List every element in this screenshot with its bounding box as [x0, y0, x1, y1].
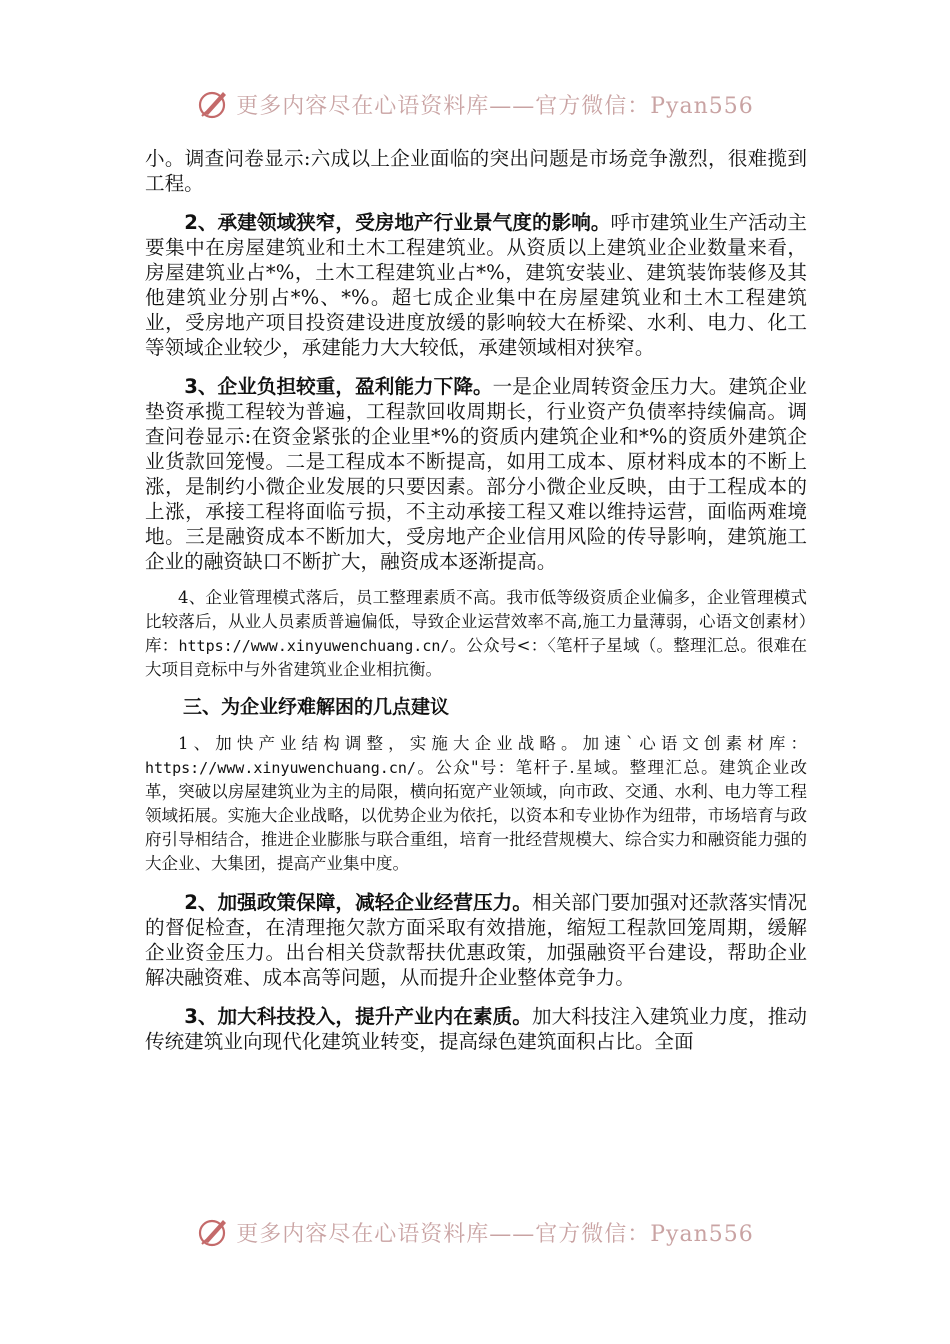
paragraph-tech-investment [145, 1004, 807, 1054]
watermark-banner-top [0, 84, 950, 124]
paragraph-policy-support [145, 890, 807, 990]
document-body [145, 146, 807, 1054]
website-link[interactable]: https://www.xinyuwenchuang.cn/ [145, 759, 416, 777]
section-title: 三、为企业纾难解困的几点建议 [183, 696, 450, 718]
paragraph-body: 相关部门要加强对还款落实情况的督促检查，在清理拖欠款方面采取有效措施，缩短工程款回笼周期，缓解企业资金压力。出台相关贷款帮扶优惠政策，加强融资平台建设，帮助企业解决融资难、成本高等问题，从而提升企业整体竞争力。 [145, 891, 808, 989]
paragraph-text: 1、加快产业结构调整，实施大企业战略。加速`心语文创素材库： [178, 734, 807, 753]
paragraph-text: 4、企业管理模式落后，员工整理素质不高。我市低等级资质企业偏多，企业管理模式比较落后，从业人员素质普遍偏低，导致企业运营效率不高,施工力量薄弱，心语文创素材）库： [145, 588, 807, 655]
paragraph-text: 。公众号<：〈笔杆子星域（。整理汇总。很难在大项目竞标中与外省建筑业企业相抗衡。 [145, 636, 807, 679]
paragraph-body: 加大科技注入建筑业力度，推动传统建筑业向现代化建筑业转变，提高绿色建筑面积占比。全面 [145, 1005, 808, 1053]
paragraph-body: 一是企业周转资金压力大。建筑企业垫资承揽工程较为普遍，工程款回收周期长，行业资产负债率持续偏高。调查问卷显示:在资金紧张的企业里*%的资质内建筑企业和*%的资质外建筑企业货款回笼慢。二是工程成本不断提高，如用工成本、原材料成本的不断上涨，是制约小微企业发展的只要因素。部分小微企业反映，由于工程成本的上涨，承接工程将面临亏损，不主动承接工程又难以维持运营，面临两难境地。三是融资成本不断加大，受房地产企业信用风险的传导影响，建筑施工企业的融资缺口不断扩大，融资成本逐渐提高。 [145, 375, 807, 573]
website-link[interactable]: https://www.xinyuwenchuang.cn/ [178, 637, 450, 655]
paragraph-construction-scope [145, 210, 807, 360]
quill-pen-seal-icon [196, 87, 230, 121]
paragraph-heading: 3、企业负担较重，盈利能力下降。 [184, 375, 493, 398]
paragraph-continuation: 小。调查问卷显示:六成以上企业面临的突出问题是市场竞争激烈，很难揽到工程。 [145, 147, 807, 195]
watermark-text: 更多内容尽在心语资料库——官方微信：Pyan556 [236, 93, 754, 119]
watermark-text: 更多内容尽在心语资料库——官方微信：Pyan556 [236, 1221, 754, 1247]
paragraph-heading: 2、承建领域狭窄，受房地产行业景气度的影响。 [184, 211, 611, 234]
watermark-banner-bottom [0, 1212, 950, 1252]
paragraph-text: 。公众"号：笔杆子.星域。整理汇总。建筑企业改革，突破以房屋建筑业为主的局限，横向拓宽产业领域，向市政、交通、水利、电力等工程领域拓展。实施大企业战略，以优势企业为依托，以资本和专业协作为纽带，市场培育与政府引导相结合，推进企业膨胀与联合重组，培育一批经营规模大、综合实力和融资能力强的大企业、大集团，提高产业集中度。 [145, 758, 807, 873]
paragraph-industry-structure [145, 732, 807, 876]
paragraph-heading: 3、加大科技投入，提升产业内在素质。 [184, 1005, 532, 1028]
paragraph-enterprise-burden [145, 374, 807, 574]
paragraph-heading: 2、加强政策保障，减轻企业经营压力。 [184, 891, 532, 914]
paragraph-management-model [145, 586, 807, 682]
paragraph-body: 呼市建筑业生产活动主要集中在房屋建筑业和土木工程建筑业。从资质以上建筑业企业数量来看，房屋建筑业占*%，土木工程建筑业占*%，建筑安装业、建筑装饰装修及其他建筑业分别占*%、*%。超七成企业集中在房屋建筑业和土木工程建筑业，受房地产项目投资建设进度放缓的影响较大在桥梁、水利、电力、化工等领域企业较少，承建能力大大较低，承建领域相对狭窄。 [145, 211, 807, 359]
quill-pen-seal-icon [196, 1215, 230, 1249]
